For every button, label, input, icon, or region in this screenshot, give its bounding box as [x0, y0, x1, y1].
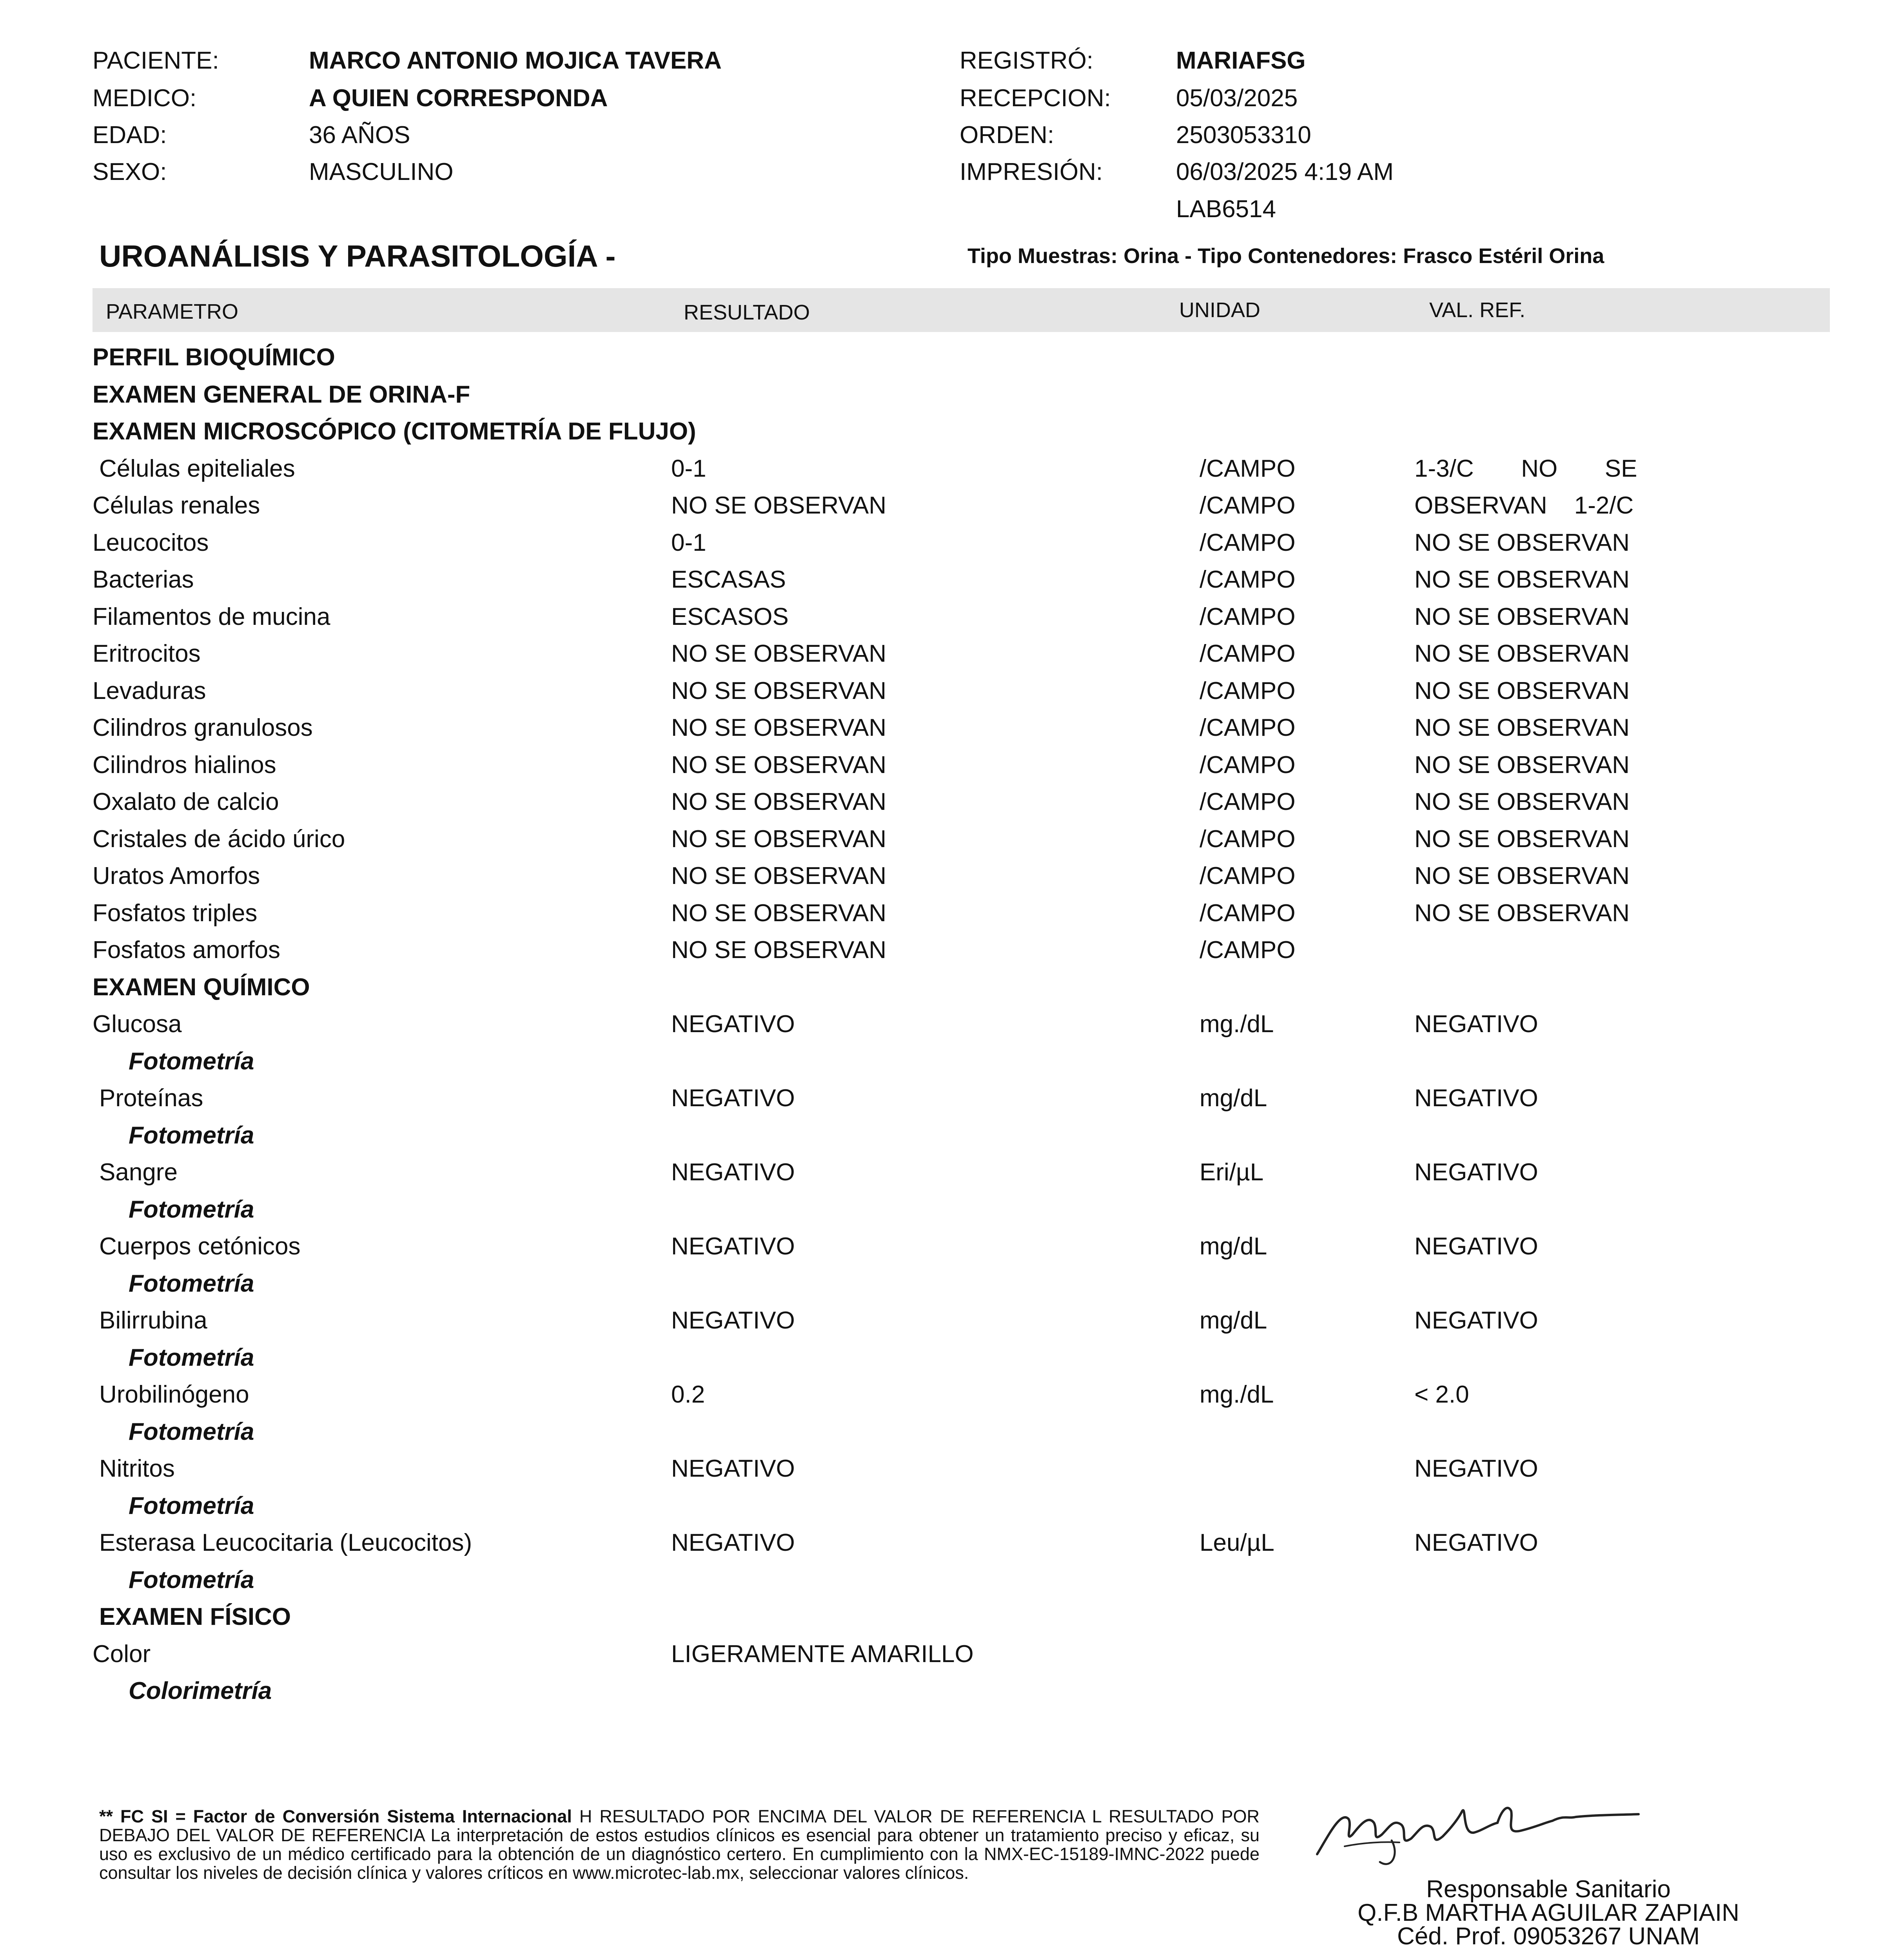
- result-cell: NO SE OBSERVAN: [671, 677, 886, 704]
- header-label: IMPRESIÓN:: [960, 158, 1103, 185]
- param-cell: Bilirrubina: [99, 1307, 207, 1334]
- ref-cell: NEGATIVO: [1414, 1529, 1538, 1556]
- result-cell: NO SE OBSERVAN: [671, 826, 886, 853]
- unit-cell: /CAMPO: [1200, 529, 1296, 556]
- method-label: Fotometría: [129, 1270, 254, 1297]
- header-value: MASCULINO: [309, 158, 454, 185]
- table-row: [0, 1307, 1893, 1343]
- unit-cell: Leu/µL: [1200, 1529, 1274, 1556]
- result-cell: NO SE OBSERVAN: [671, 788, 886, 815]
- ref-cell: OBSERVAN 1-2/C: [1414, 492, 1634, 519]
- unit-cell: /CAMPO: [1200, 826, 1296, 853]
- header-value: 2503053310: [1176, 122, 1311, 149]
- param-cell: Cilindros hialinos: [93, 751, 276, 779]
- method-row: [0, 1270, 1893, 1307]
- ref-cell: NO SE OBSERVAN: [1414, 862, 1630, 889]
- footer-text: H RESULTADO POR ENCIMA DEL VALOR DE REFERENCIA L RESULTADO POR DEBAJO DEL VALOR DE REFERENCIA La interpretación de estos estudios clínicos es esencial para obtener un tratamiento preciso y eficaz, su uso es exclusivo de un médico certificado para la obtención de un diagnóstico certero. En cumplimiento con la NMX-EC-15189-IMNC-2022 puede consultar los niveles de decisión clínica y valores críticos en www.microtec-lab.mx, seleccionar valores clínicos.: [99, 1806, 1260, 1883]
- unit-cell: /CAMPO: [1200, 788, 1296, 815]
- table-row: [0, 1232, 1893, 1269]
- unit-cell: /CAMPO: [1200, 714, 1296, 741]
- param-cell: EXAMEN FÍSICO: [99, 1603, 291, 1630]
- method-label: Fotometría: [129, 1048, 254, 1075]
- result-cell: NEGATIVO: [671, 1455, 795, 1482]
- unit-cell: /CAMPO: [1200, 566, 1296, 593]
- header-value: LAB6514: [1176, 196, 1276, 223]
- ref-cell: NO SE OBSERVAN: [1414, 529, 1630, 556]
- ref-cell: NEGATIVO: [1414, 1307, 1538, 1334]
- unit-cell: mg/dL: [1200, 1233, 1267, 1260]
- method-row: [0, 1418, 1893, 1455]
- method-label: Colorimetría: [129, 1677, 272, 1704]
- unit-cell: /CAMPO: [1200, 900, 1296, 927]
- table-row: [0, 751, 1893, 788]
- param-cell: Cilindros granulosos: [93, 714, 313, 741]
- param-cell: Cristales de ácido úrico: [93, 826, 345, 853]
- unit-cell: mg/dL: [1200, 1085, 1267, 1112]
- unit-cell: Eri/µL: [1200, 1159, 1264, 1186]
- method-row: [0, 1196, 1893, 1232]
- param-cell: Glucosa: [93, 1011, 182, 1038]
- result-cell: NO SE OBSERVAN: [671, 714, 886, 741]
- result-cell: NEGATIVO: [671, 1085, 795, 1112]
- column-header-param: PARAMETRO: [106, 300, 239, 323]
- responsible-license: Céd. Prof. 09053267 UNAM: [1397, 1923, 1700, 1950]
- header-label: REGISTRÓ:: [960, 47, 1094, 74]
- table-row: [0, 603, 1893, 640]
- ref-cell: NO SE OBSERVAN: [1414, 900, 1630, 927]
- result-cell: 0-1: [671, 455, 706, 482]
- param-cell: Color: [93, 1641, 151, 1668]
- header-label: ORDEN:: [960, 122, 1054, 149]
- header-value: 05/03/2025: [1176, 85, 1298, 112]
- result-cell: NO SE OBSERVAN: [671, 640, 886, 667]
- table-row: [0, 825, 1893, 862]
- section-title: UROANÁLISIS Y PARASITOLOGÍA -: [99, 239, 616, 273]
- table-row: [0, 1010, 1893, 1047]
- method-row: [0, 1492, 1893, 1529]
- method-label: Fotometría: [129, 1418, 254, 1445]
- unit-cell: mg/dL: [1200, 1307, 1267, 1334]
- table-row: [0, 936, 1893, 973]
- table-row: [0, 1455, 1893, 1492]
- footer-note: [99, 1807, 1260, 1882]
- ref-cell: < 2.0: [1414, 1381, 1469, 1408]
- param-cell: Filamentos de mucina: [93, 603, 330, 630]
- param-cell: Leucocitos: [93, 529, 209, 556]
- param-cell: Nitritos: [99, 1455, 175, 1482]
- unit-cell: /CAMPO: [1200, 862, 1296, 889]
- header-value: MARCO ANTONIO MOJICA TAVERA: [309, 47, 722, 74]
- param-cell: Fosfatos triples: [93, 900, 258, 927]
- header-value: A QUIEN CORRESPONDA: [309, 85, 608, 112]
- param-cell: EXAMEN MICROSCÓPICO (CITOMETRÍA DE FLUJO): [93, 418, 696, 445]
- param-cell: Uratos Amorfos: [93, 862, 260, 889]
- section-row: [0, 1603, 1893, 1640]
- param-cell: Fosfatos amorfos: [93, 936, 280, 964]
- method-label: Fotometría: [129, 1196, 254, 1223]
- column-header-result: RESULTADO: [684, 301, 810, 324]
- unit-cell: mg./dL: [1200, 1011, 1274, 1038]
- result-cell: NO SE OBSERVAN: [671, 751, 886, 779]
- param-cell: Eritrocitos: [93, 640, 201, 667]
- ref-cell: NO SE OBSERVAN: [1414, 751, 1630, 779]
- method-row: [0, 1344, 1893, 1381]
- unit-cell: /CAMPO: [1200, 751, 1296, 779]
- result-cell: NEGATIVO: [671, 1011, 795, 1038]
- footer-lead: ** FC SI = Factor de Conversión Sistema Internacional: [99, 1806, 572, 1826]
- ref-cell: NO SE OBSERVAN: [1414, 603, 1630, 630]
- ref-cell: NEGATIVO: [1414, 1011, 1538, 1038]
- ref-cell: NEGATIVO: [1414, 1455, 1538, 1482]
- result-cell: NEGATIVO: [671, 1159, 795, 1186]
- table-row: [0, 1084, 1893, 1121]
- responsible-block: [1325, 1878, 1772, 1948]
- header-label: RECEPCION:: [960, 85, 1111, 112]
- param-cell: Células epiteliales: [99, 455, 295, 482]
- header-value: 06/03/2025 4:19 AM: [1176, 158, 1394, 185]
- ref-cell: NEGATIVO: [1414, 1159, 1538, 1186]
- unit-cell: /CAMPO: [1200, 455, 1296, 482]
- table-row: [0, 899, 1893, 936]
- table-row: [0, 566, 1893, 603]
- table-row: [0, 677, 1893, 714]
- result-cell: NO SE OBSERVAN: [671, 900, 886, 927]
- table-row: [0, 714, 1893, 751]
- table-row: [0, 1529, 1893, 1566]
- result-cell: NEGATIVO: [671, 1307, 795, 1334]
- responsible-title: Responsable Sanitario: [1426, 1876, 1671, 1903]
- method-label: Fotometría: [129, 1344, 254, 1371]
- param-cell: Proteínas: [99, 1085, 203, 1112]
- result-cell: NO SE OBSERVAN: [671, 936, 886, 964]
- header-value: MARIAFSG: [1176, 47, 1306, 74]
- header-label: PACIENTE:: [93, 47, 219, 74]
- param-cell: Bacterias: [93, 566, 194, 593]
- column-header-unit: UNIDAD: [1179, 298, 1261, 322]
- ref-cell: NO SE OBSERVAN: [1414, 826, 1630, 853]
- param-cell: Levaduras: [93, 677, 206, 704]
- unit-cell: mg./dL: [1200, 1381, 1274, 1408]
- table-row: [0, 529, 1893, 566]
- param-cell: Urobilinógeno: [99, 1381, 249, 1408]
- unit-cell: /CAMPO: [1200, 677, 1296, 704]
- unit-cell: /CAMPO: [1200, 603, 1296, 630]
- header-label: MEDICO:: [93, 85, 197, 112]
- section-row: [0, 973, 1893, 1010]
- param-cell: PERFIL BIOQUÍMICO: [93, 344, 335, 371]
- param-cell: Células renales: [93, 492, 260, 519]
- header-value: 36 AÑOS: [309, 122, 410, 149]
- table-row: [0, 1640, 1893, 1677]
- method-row: [0, 1677, 1893, 1714]
- table-row: [0, 862, 1893, 899]
- unit-cell: /CAMPO: [1200, 936, 1296, 964]
- sample-info: Tipo Muestras: Orina - Tipo Contenedores: Frasco Estéril Orina: [967, 244, 1604, 268]
- ref-cell: 1-3/C NO SE: [1414, 455, 1637, 482]
- ref-cell: NO SE OBSERVAN: [1414, 566, 1630, 593]
- table-row: [0, 788, 1893, 825]
- param-cell: Sangre: [99, 1159, 178, 1186]
- method-row: [0, 1566, 1893, 1603]
- param-cell: Cuerpos cetónicos: [99, 1233, 301, 1260]
- ref-cell: NEGATIVO: [1414, 1233, 1538, 1260]
- header-label: EDAD:: [93, 122, 167, 149]
- ref-cell: NEGATIVO: [1414, 1085, 1538, 1112]
- result-cell: LIGERAMENTE AMARILLO: [671, 1641, 974, 1668]
- method-row: [0, 1047, 1893, 1084]
- result-cell: NO SE OBSERVAN: [671, 862, 886, 889]
- result-cell: ESCASOS: [671, 603, 789, 630]
- unit-cell: /CAMPO: [1200, 492, 1296, 519]
- method-label: Fotometría: [129, 1566, 254, 1593]
- table-header-bar: [93, 288, 1830, 332]
- result-cell: NO SE OBSERVAN: [671, 492, 886, 519]
- param-cell: EXAMEN GENERAL DE ORINA-F: [93, 381, 470, 408]
- table-row: [0, 455, 1893, 492]
- param-cell: Oxalato de calcio: [93, 788, 279, 815]
- ref-cell: NO SE OBSERVAN: [1414, 788, 1630, 815]
- result-cell: ESCASAS: [671, 566, 786, 593]
- param-cell: EXAMEN QUÍMICO: [93, 974, 310, 1001]
- unit-cell: /CAMPO: [1200, 640, 1296, 667]
- result-cell: 0-1: [671, 529, 706, 556]
- ref-cell: NO SE OBSERVAN: [1414, 677, 1630, 704]
- result-cell: 0.2: [671, 1381, 705, 1408]
- table-row: [0, 640, 1893, 677]
- ref-cell: NO SE OBSERVAN: [1414, 640, 1630, 667]
- method-row: [0, 1122, 1893, 1158]
- signature-image: [1294, 1788, 1686, 1866]
- result-cell: NEGATIVO: [671, 1233, 795, 1260]
- param-cell: Esterasa Leucocitaria (Leucocitos): [99, 1529, 472, 1556]
- table-row: [0, 1158, 1893, 1195]
- result-cell: NEGATIVO: [671, 1529, 795, 1556]
- method-label: Fotometría: [129, 1492, 254, 1519]
- section-row: [0, 343, 1893, 380]
- section-row: [0, 417, 1893, 454]
- table-row: [0, 492, 1893, 528]
- ref-cell: NO SE OBSERVAN: [1414, 714, 1630, 741]
- responsible-name: Q.F.B MARTHA AGUILAR ZAPIAIN: [1358, 1899, 1739, 1926]
- column-header-ref: VAL. REF.: [1429, 298, 1526, 322]
- table-row: [0, 1381, 1893, 1417]
- method-label: Fotometría: [129, 1122, 254, 1149]
- section-row: [0, 381, 1893, 417]
- header-label: SEXO:: [93, 158, 167, 185]
